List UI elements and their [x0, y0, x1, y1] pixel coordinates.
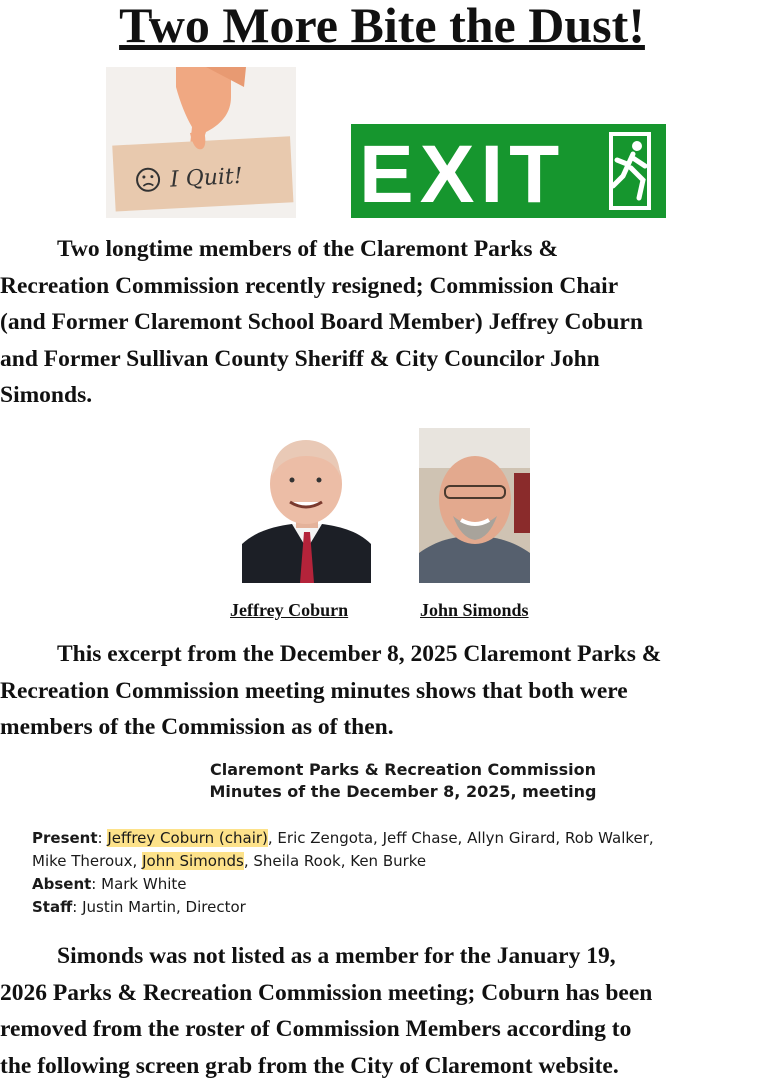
excerpt-line: members of the Commission as of then. [0, 709, 764, 746]
excerpt-line: Recreation Commission meeting minutes shows that both were [0, 673, 764, 710]
minutes-title: Claremont Parks & Recreation Commission [0, 759, 764, 781]
excerpt-line: This excerpt from the December 8, 2025 Claremont Parks & [57, 641, 661, 667]
roster-line: Simonds was not listed as a member for the January 19, [57, 943, 616, 969]
staff-value: Justin Martin, Director [82, 898, 246, 916]
present-line-1 [32, 827, 654, 850]
quit-sign-text: I Quit! [168, 164, 243, 193]
intro-paragraph [0, 231, 764, 414]
absent-label: Absent [32, 875, 91, 893]
exit-sign-illustration [351, 124, 666, 218]
roster-line: 2026 Parks & Recreation Commission meeting; Coburn has been [0, 975, 764, 1012]
intro-line: (and Former Claremont School Board Member) Jeffrey Coburn [0, 304, 764, 341]
present-names-1: , Eric Zengota, Jeff Chase, Allyn Girard, Rob Walker, [268, 829, 654, 847]
colon: : [72, 898, 82, 916]
jeffrey-coburn-photo [242, 434, 371, 583]
absent-value: Mark White [101, 875, 186, 893]
i-quit-illustration [106, 67, 296, 218]
colon: : [91, 875, 101, 893]
excerpt-paragraph [0, 636, 764, 746]
staff-label: Staff [32, 898, 72, 916]
absent-line [32, 873, 187, 896]
intro-line: Recreation Commission recently resigned; Commission Chair [0, 268, 764, 305]
minutes-subtitle: Minutes of the December 8, 2025, meeting [0, 781, 764, 803]
roster-paragraph [0, 938, 764, 1084]
simonds-caption: John Simonds [420, 600, 529, 621]
highlight-coburn: Jeffrey Coburn (chair) [107, 829, 268, 847]
coburn-caption: Jeffrey Coburn [230, 600, 348, 621]
intro-line: and Former Sullivan County Sheriff & City Councilor John [0, 341, 764, 378]
exit-sign-text: EXIT [359, 129, 565, 218]
staff-line [32, 896, 246, 919]
colon: : [98, 829, 108, 847]
present-names-2a: Mike Theroux, [32, 852, 142, 870]
roster-line: the following screen grab from the City of Claremont website. [0, 1048, 764, 1084]
highlight-simonds: John Simonds [142, 852, 244, 870]
minutes-excerpt [0, 757, 764, 923]
present-names-2b: , Sheila Rook, Ken Burke [244, 852, 426, 870]
john-simonds-photo [419, 428, 530, 583]
present-line-2 [32, 850, 426, 873]
intro-line: Two longtime members of the Claremont Parks & [57, 236, 558, 262]
present-label: Present [32, 829, 98, 847]
intro-line: Simonds. [0, 377, 764, 414]
headline: Two More Bite the Dust! [0, 0, 764, 50]
roster-line: removed from the roster of Commission Members according to [0, 1011, 764, 1048]
